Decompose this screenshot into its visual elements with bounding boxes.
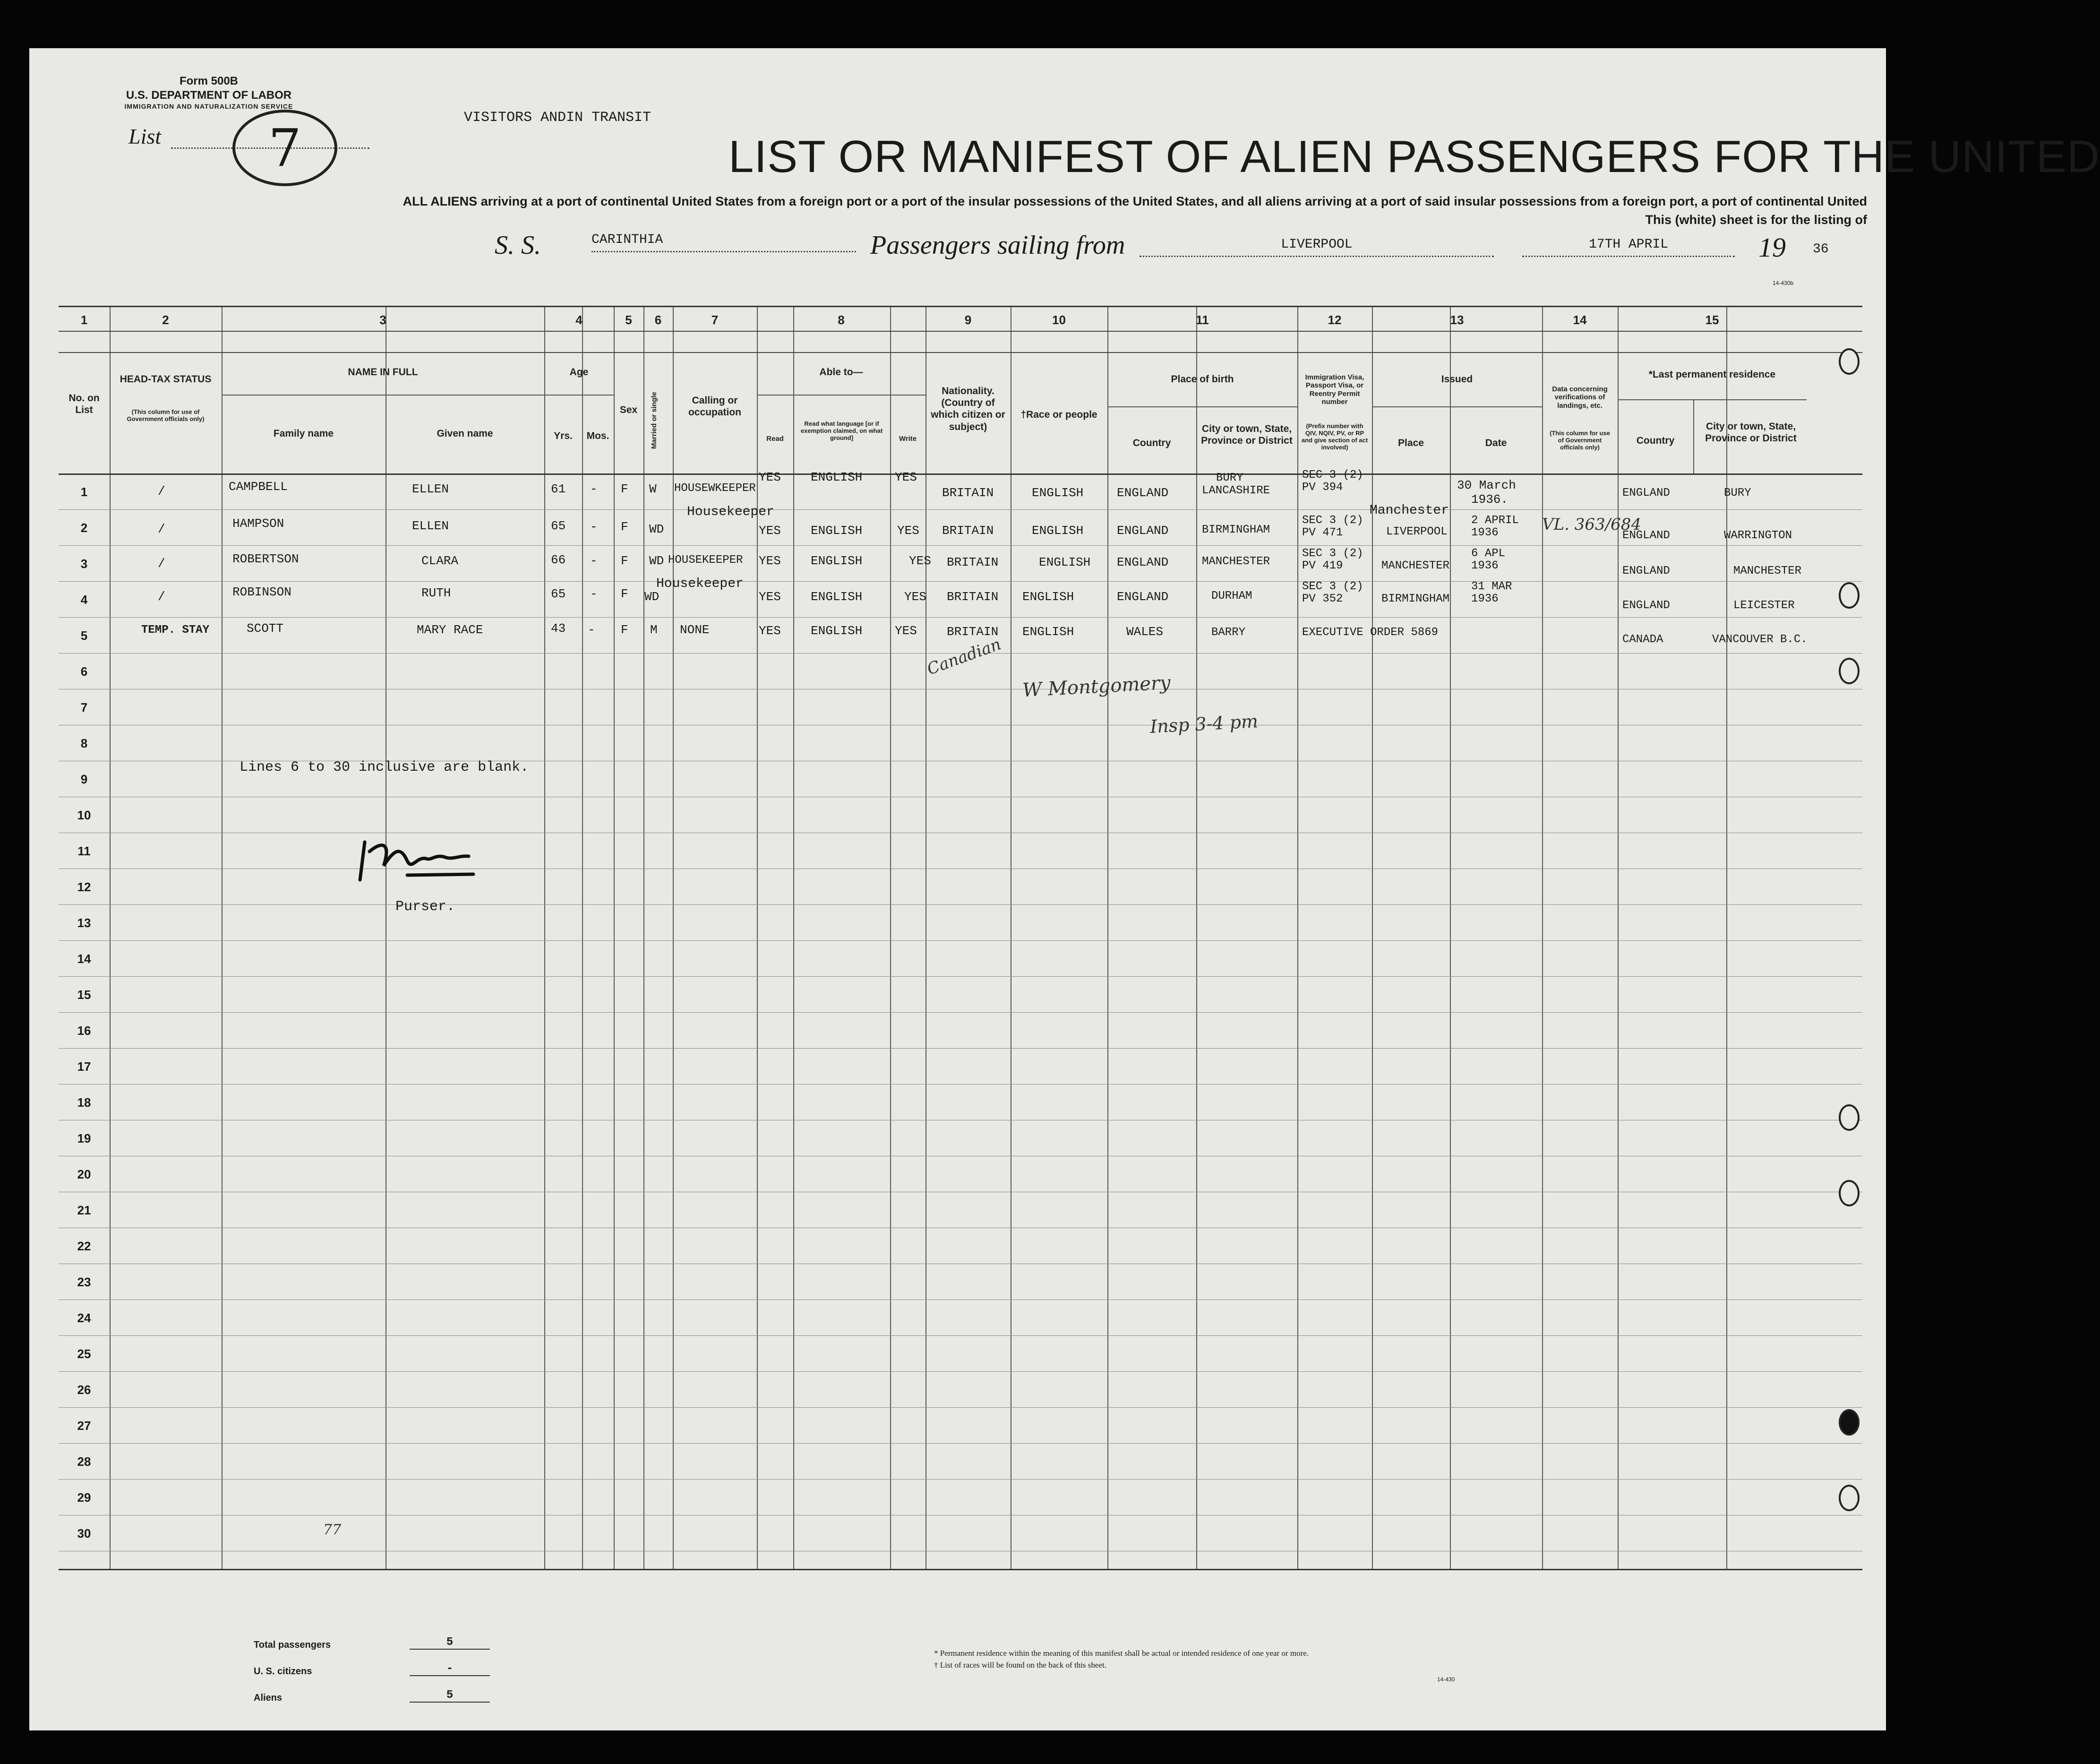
row-number: 24 [77, 1311, 91, 1325]
row-rule [59, 1012, 1862, 1013]
punch-hole [1839, 1485, 1860, 1511]
read-language: ENGLISH [811, 554, 863, 568]
row-number: 29 [77, 1490, 91, 1505]
row-rule [59, 1443, 1862, 1444]
read: YES [759, 624, 781, 638]
ship-name: CARINTHIA [591, 232, 856, 252]
footer-code: 14-430 [1437, 1676, 1455, 1683]
family-name: ROBERTSON [232, 552, 299, 566]
visa-number: PV 471 [1302, 526, 1343, 539]
married-status: W [649, 482, 657, 496]
sex: F [621, 623, 628, 637]
residence-country: ENGLAND [1622, 565, 1670, 577]
family-name: HAMPSON [232, 516, 284, 531]
row-number: 4 [80, 593, 88, 607]
handwritten-mark: 77 [323, 1522, 342, 1538]
handwritten-inspector-title: Insp 3-4 pm [1149, 711, 1259, 737]
birth-country: ENGLAND [1117, 555, 1169, 569]
header-age: Age [569, 367, 589, 378]
footnotes [934, 1648, 1309, 1671]
header-read: Read [766, 435, 784, 443]
form-stamp: 14-430b [1773, 280, 1794, 286]
handwritten-inspector: W Montgomery [1022, 671, 1171, 702]
write: YES [895, 624, 917, 638]
verification-note: VL. 363/684 [1542, 515, 1641, 534]
row-rule [59, 1048, 1862, 1049]
read: YES [759, 470, 781, 484]
purser-label: Purser. [395, 899, 455, 915]
column-divider [643, 307, 644, 1569]
header-issued-date: Date [1485, 438, 1507, 448]
year-suffix: 36 [1813, 242, 1829, 257]
column-divider [1693, 399, 1694, 473]
punch-hole [1839, 658, 1860, 684]
footnote-residence: * Permanent residence within the meaning of this manifest shall be actual or intended residence of one year or more. [934, 1649, 1309, 1658]
department-name: U.S. DEPARTMENT OF LABOR [126, 89, 292, 102]
row-number: 15 [77, 988, 91, 1002]
header-name-in-full: NAME IN FULL [348, 367, 418, 378]
row-number: 13 [77, 916, 91, 930]
race: ENGLISH [1039, 555, 1091, 569]
row-number: 8 [80, 736, 88, 750]
write: YES [897, 524, 919, 538]
subheader-divider [1618, 399, 1807, 400]
row-number: 9 [80, 772, 88, 786]
residence-city: LEICESTER [1733, 599, 1795, 612]
residence-city: MANCHESTER [1733, 565, 1802, 577]
purser-signature [355, 833, 478, 887]
row-number: 26 [77, 1383, 91, 1397]
header-years: Yrs. [554, 430, 573, 441]
header-write: Write [899, 435, 917, 443]
column-number: 11 [1196, 313, 1209, 327]
birth-country: WALES [1126, 625, 1164, 639]
issued-place: MANCHESTER [1381, 559, 1450, 572]
row-rule [59, 904, 1862, 905]
intro-line-2: This (white) sheet is for the listing of [1645, 213, 1867, 227]
row-rule [59, 509, 1862, 510]
age-months: - [590, 587, 598, 601]
column-number: 3 [379, 313, 386, 327]
married-status: M [650, 623, 658, 637]
given-name: MARY RACE [417, 623, 483, 637]
header-visa-note: (Prefix number with QIV, NQIV, PV, or RP and give section of act involved) [1301, 422, 1368, 451]
head-tax-status: / [158, 484, 165, 499]
row-number: 17 [77, 1059, 91, 1074]
us-citizens-value: - [410, 1662, 490, 1676]
row-number: 25 [77, 1347, 91, 1361]
subheader-divider [757, 395, 926, 396]
residence-country: ENGLAND [1622, 487, 1670, 499]
column-divider [1297, 307, 1298, 1569]
given-name: CLARA [421, 554, 459, 568]
column-number: 6 [654, 313, 662, 327]
header-head-tax: HEAD-TAX STATUS [120, 374, 212, 385]
row-rule [59, 940, 1862, 941]
row-number: 10 [77, 808, 91, 822]
birth-country: ENGLAND [1117, 486, 1169, 500]
header-birth-country: Country [1132, 438, 1171, 448]
form-number: Form 500B [179, 75, 239, 87]
birth-city: MANCHESTER [1202, 555, 1270, 568]
column-divider [757, 307, 758, 1569]
departure-port: LIVERPOOL [1140, 237, 1494, 257]
read: YES [759, 590, 781, 604]
residence-country: ENGLAND [1622, 529, 1670, 542]
row-number: 6 [80, 664, 88, 679]
column-number: 15 [1705, 313, 1719, 327]
row-rule [59, 1479, 1862, 1480]
row-number: 12 [77, 880, 91, 894]
row-number: 20 [77, 1167, 91, 1181]
visa-number: PV 394 [1302, 481, 1343, 494]
row-rule [59, 1299, 1862, 1300]
column-number: 8 [838, 313, 845, 327]
birth-city: BIRMINGHAM [1202, 524, 1270, 536]
page-title: LIST OR MANIFEST OF ALIEN PASSENGERS FOR THE UNITED [729, 131, 2100, 182]
visa-section: SEC 3 (2) [1302, 514, 1363, 527]
aliens-label: Aliens [254, 1693, 283, 1703]
family-name: CAMPBELL [229, 480, 288, 494]
header-nationality: Nationality. (Country of which citizen or subject) [931, 386, 1005, 432]
nationality: BRITAIN [947, 555, 999, 569]
column-number: 2 [162, 313, 169, 327]
subheader-divider [1107, 406, 1297, 407]
race: ENGLISH [1032, 524, 1084, 538]
punch-hole [1839, 1104, 1860, 1131]
column-divider [110, 307, 111, 1569]
header-no-on-list: No. on List [69, 393, 100, 416]
married-status: WD [649, 554, 664, 568]
header-divider [59, 352, 1862, 353]
nationality: BRITAIN [942, 486, 994, 500]
ss-label: S. S. [495, 231, 541, 260]
header-months: Mos. [586, 430, 609, 441]
column-divider [582, 307, 583, 1569]
column-number: 9 [964, 313, 972, 327]
visitors-note: VISITORS ANDIN TRANSIT [464, 110, 651, 126]
row-rule [59, 976, 1862, 977]
issued-date: 2 APRIL [1471, 514, 1519, 527]
family-name: SCOTT [247, 621, 284, 636]
punch-hole [1839, 1180, 1860, 1206]
age-years: 65 [551, 519, 566, 533]
column-number: 14 [1573, 313, 1587, 327]
column-divider [1107, 307, 1108, 1569]
issued-year: 1936 [1471, 593, 1499, 605]
header-issued: Issued [1441, 374, 1473, 385]
list-label: List [129, 124, 162, 148]
nationality: BRITAIN [947, 590, 999, 604]
residence-country: ENGLAND [1622, 599, 1670, 612]
column-divider [1372, 307, 1373, 1569]
head-tax-status: / [158, 590, 165, 604]
column-divider [222, 307, 223, 1569]
row-number: 28 [77, 1454, 91, 1469]
birth-city: LANCASHIRE [1202, 484, 1270, 497]
header-visa: Immigration Visa, Passport Visa, or Reentry Permit number [1305, 373, 1364, 406]
visa-section: SEC 3 (2) [1302, 547, 1363, 560]
race: ENGLISH [1022, 590, 1074, 604]
punch-hole [1839, 348, 1860, 375]
us-citizens-label: U. S. citizens [254, 1666, 312, 1677]
age-years: 66 [551, 553, 566, 567]
header-calling: Calling or occupation [688, 395, 741, 418]
given-name: ELLEN [412, 519, 449, 533]
write: YES [904, 590, 926, 604]
age-years: 61 [551, 482, 566, 496]
service-name: IMMIGRATION AND NATURALIZATION SERVICE [124, 103, 293, 110]
age-months: - [590, 482, 598, 496]
visa-number: PV 352 [1302, 593, 1343, 605]
visa-section: SEC 3 (2) [1302, 580, 1363, 593]
family-name: ROBINSON [232, 585, 291, 599]
issued-year: 1936 [1471, 526, 1499, 539]
handwritten-canadian: Canadian [925, 635, 1004, 679]
year-prefix: 19 [1758, 232, 1786, 263]
sex: F [621, 587, 628, 601]
birth-city: BURY [1216, 472, 1243, 484]
column-divider [793, 307, 794, 1569]
residence-city: BURY [1724, 487, 1751, 499]
row-rule [59, 1371, 1862, 1372]
header-bottom [59, 473, 1862, 475]
footnote-races: † List of races will be found on the back of this sheet. [934, 1660, 1106, 1669]
manifest-sheet [29, 48, 2100, 1730]
issued-place: Manchester [1370, 503, 1449, 518]
write: YES [909, 554, 931, 568]
column-number: 13 [1450, 313, 1464, 327]
punch-hole [1839, 1409, 1860, 1436]
column-number: 12 [1328, 313, 1342, 327]
column-divider [1450, 307, 1451, 1569]
column-divider [1196, 307, 1197, 1569]
read: YES [759, 524, 781, 538]
row-number: 1 [80, 485, 88, 499]
column-divider [1542, 307, 1543, 1569]
intro-text [388, 192, 1867, 229]
given-name: ELLEN [412, 482, 449, 496]
column-number: 7 [711, 313, 719, 327]
birth-country: ENGLAND [1117, 524, 1169, 538]
column-divider [1618, 307, 1619, 1569]
read-language: ENGLISH [811, 470, 863, 484]
departure-date: 17TH APRIL [1522, 237, 1735, 257]
header-verification-note: (This column for use of Government officials only) [1550, 430, 1610, 451]
occupation: HOUSEWKEEPER [674, 482, 756, 495]
column-divider [544, 307, 545, 1569]
row-rule [59, 581, 1862, 582]
header-last-residence: *Last permanent residence [1648, 369, 1776, 380]
given-name: RUTH [421, 586, 451, 600]
header-read-language: Read what language [or if exemption claimed, on what ground] [800, 420, 883, 441]
column-divider [890, 307, 891, 1569]
list-number: 7 [232, 110, 337, 186]
visa-section: EXECUTIVE ORDER 5869 [1302, 626, 1439, 639]
column-divider [673, 307, 674, 1569]
column-divider [614, 307, 615, 1569]
subheader-divider [544, 395, 614, 396]
form-identification [110, 74, 308, 111]
head-tax-status: / [158, 522, 165, 536]
race: ENGLISH [1022, 625, 1074, 639]
residence-country: CANADA [1622, 633, 1663, 646]
row-number: 16 [77, 1024, 91, 1038]
manifest-table [59, 306, 1862, 1570]
issued-date: 6 APL [1471, 547, 1506, 560]
visa-section: SEC 3 (2) [1302, 469, 1363, 482]
age-months: - [588, 623, 595, 637]
sex: F [621, 520, 628, 534]
row-number: 23 [77, 1275, 91, 1289]
row-rule [59, 545, 1862, 546]
race: ENGLISH [1032, 486, 1084, 500]
issued-date: 31 MAR [1471, 580, 1512, 593]
row-number: 14 [77, 952, 91, 966]
row-number: 5 [80, 628, 88, 643]
sex: F [621, 482, 628, 496]
issued-year: 1936 [1471, 559, 1499, 572]
residence-city: VANCOUVER B.C. [1712, 633, 1808, 646]
issued-year: 1936. [1471, 492, 1509, 507]
row-number: 30 [77, 1526, 91, 1540]
row-rule [59, 617, 1862, 618]
row-number: 21 [77, 1203, 91, 1217]
nationality: BRITAIN [942, 524, 994, 538]
header-sex: Sex [619, 404, 638, 415]
total-passengers-row [211, 1636, 495, 1662]
occupation: HOUSEKEEPER [668, 554, 743, 567]
occupation: Housekeeper [687, 505, 774, 519]
header-divider [59, 331, 1862, 332]
age-years: 43 [551, 621, 566, 636]
age-months: - [590, 520, 598, 534]
read-language: ENGLISH [811, 624, 863, 638]
blank-lines-note: Lines 6 to 30 inclusive are blank. [240, 759, 529, 775]
intro-line-1: ALL ALIENS arriving at a port of continental United States from a foreign port or a port of the insular possessions of the United States, and all aliens arriving at a port of said insular possessions from a foreign port, a port of continental United [403, 194, 1867, 208]
signature-graphic [355, 833, 478, 885]
header-family-name: Family name [273, 428, 334, 439]
row-number: 18 [77, 1095, 91, 1110]
write: YES [895, 470, 917, 484]
birth-country: ENGLAND [1117, 590, 1169, 604]
row-rule [59, 1407, 1862, 1408]
issued-place: LIVERPOOL [1386, 525, 1448, 538]
visa-number: PV 419 [1302, 559, 1343, 572]
header-head-tax-note: (This column for use of Government officials only) [127, 408, 205, 422]
us-citizens-row [211, 1662, 495, 1689]
head-tax-status: TEMP. STAY [141, 624, 210, 637]
row-number: 27 [77, 1419, 91, 1433]
occupation: NONE [680, 623, 710, 637]
married-status: WD [644, 590, 660, 604]
read-language: ENGLISH [811, 524, 863, 538]
row-number: 7 [80, 700, 88, 714]
row-number: 3 [80, 557, 88, 571]
read: YES [759, 554, 781, 568]
column-number: 4 [575, 313, 583, 327]
row-number: 22 [77, 1239, 91, 1253]
column-number: 10 [1052, 313, 1066, 327]
aliens-value: 5 [410, 1689, 490, 1703]
occupation: Housekeeper [656, 577, 744, 591]
aliens-row [211, 1689, 495, 1715]
header-birth-city: City or town, State, Province or District [1201, 423, 1293, 447]
read-language: ENGLISH [811, 590, 863, 604]
subheader-divider [1372, 406, 1542, 407]
issued-place: BIRMINGHAM [1381, 593, 1450, 605]
row-number: 11 [77, 844, 91, 858]
sex: F [621, 554, 628, 568]
header-able-to: Able to— [819, 367, 863, 378]
age-years: 65 [551, 587, 566, 601]
married-status: WD [649, 522, 664, 536]
row-number: 19 [77, 1131, 91, 1145]
header-issued-place: Place [1398, 438, 1424, 448]
header-given-name: Given name [437, 428, 493, 439]
age-months: - [590, 554, 598, 568]
birth-city: DURHAM [1211, 590, 1252, 602]
issued-date: 30 March [1457, 478, 1516, 492]
nationality: BRITAIN [947, 625, 999, 639]
header-married: Married or single [650, 392, 658, 449]
totals-block [211, 1636, 495, 1715]
birth-city: BARRY [1211, 626, 1246, 639]
row-rule [59, 1335, 1862, 1336]
subheader-divider [222, 395, 544, 396]
header-verification: Data concerning verifications of landings, etc. [1552, 385, 1608, 410]
total-passengers-value: 5 [410, 1636, 490, 1650]
total-passengers-label: Total passengers [254, 1640, 331, 1650]
header-place-of-birth: Place of birth [1171, 374, 1234, 385]
residence-city: WARRINGTON [1724, 529, 1792, 542]
punch-hole [1839, 582, 1860, 609]
header-residence-city: City or town, State, Province or District [1705, 421, 1797, 444]
sailing-label: Passengers sailing from [870, 231, 1125, 260]
row-number: 2 [80, 521, 88, 535]
header-residence-country: Country [1636, 435, 1675, 446]
column-number: 5 [625, 313, 632, 327]
head-tax-status: / [158, 557, 165, 571]
column-number: 1 [80, 313, 88, 327]
header-race: †Race or people [1020, 409, 1097, 420]
